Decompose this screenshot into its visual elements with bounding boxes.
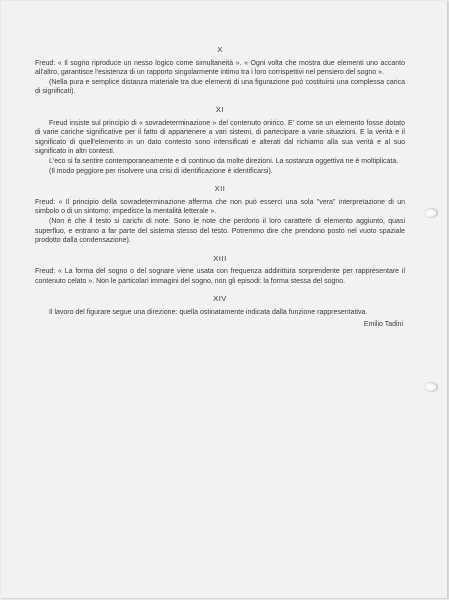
author-signature: Emilio Tadini <box>363 320 403 328</box>
paragraph: Il lavoro del figurare segue una direzione: quella ostinatamente indicata dalla funzione rappresentativa. <box>49 309 368 317</box>
paragraph: Freud: « Il sogno riproduce un nesso logico come simultaneità ». « Ogni volta che mostra due elementi uno accanto all'altro, garantisce l'esistenza di un rapporto singolarmente intimo tra i loro corrispettivi nel pensiero del sogno ». <box>35 59 405 77</box>
paragraph: (Nella pura e semplice distanza materiale tra due elementi di una figurazione può costituirsi una complessa carica di significati). <box>35 78 405 96</box>
document-page <box>1 1 448 598</box>
section-xi <box>35 105 405 176</box>
paragraph: (Il modo peggiore per risolvere una crisi di identificazione è identificarsi). <box>49 167 273 175</box>
document-body <box>35 45 405 337</box>
section-xiii <box>35 254 405 287</box>
paragraph: Freud: « La forma del sogno o del sognare viene usata con frequenza addirittura sorprendente per rappresentare il contenuto celato ». Non le particolari immagini del sogno, non gli episodi: la forma stessa del sogno. <box>35 268 405 285</box>
section-numeral: XI <box>215 104 225 114</box>
punch-hole <box>424 382 438 392</box>
section-x <box>35 45 405 97</box>
section-numeral: XII <box>214 184 226 194</box>
paragraph: Freud insiste sul principio di « sovradeterminazione » del contenuto onirico. E' come se un elemento fosse dotato di varie cariche significative per il fatto di appartenere a vari sistemi, di partecipare a varie situazioni. E la verità e il significato di quell'elemento in un dato contesto sono intensificati e alterati dal richiamo alla sua verità e al suo significato in altri contesti. <box>35 119 405 156</box>
paragraph: (Non è che il testo si carichi di note. Sono le note che perdono il loro carattere di elemento aggiunto, quasi superfluo, e entrano a far parte del sistema stesso del testo. Potremmo dire che prendono posto nel vuoto spaziale prodotto dalla condensazione). <box>35 217 405 245</box>
paragraph: Freud: « Il principio della sovradeterminazione afferma che non può esserci una sola "vera" interpretazione di un simbolo o di un sintomo: impedisce la mentalità letterale ». <box>35 198 405 216</box>
section-xii <box>35 184 405 246</box>
section-xiv <box>35 294 405 329</box>
section-numeral: X <box>217 45 223 54</box>
section-numeral: XIII <box>213 253 227 263</box>
section-numeral: XIV <box>213 294 227 304</box>
paragraph: L'eco si fa sentire contemporaneamente e di continuo da molte direzioni. La sostanza oggettiva ne è moltiplicata. <box>49 157 399 165</box>
punch-hole <box>424 208 438 218</box>
